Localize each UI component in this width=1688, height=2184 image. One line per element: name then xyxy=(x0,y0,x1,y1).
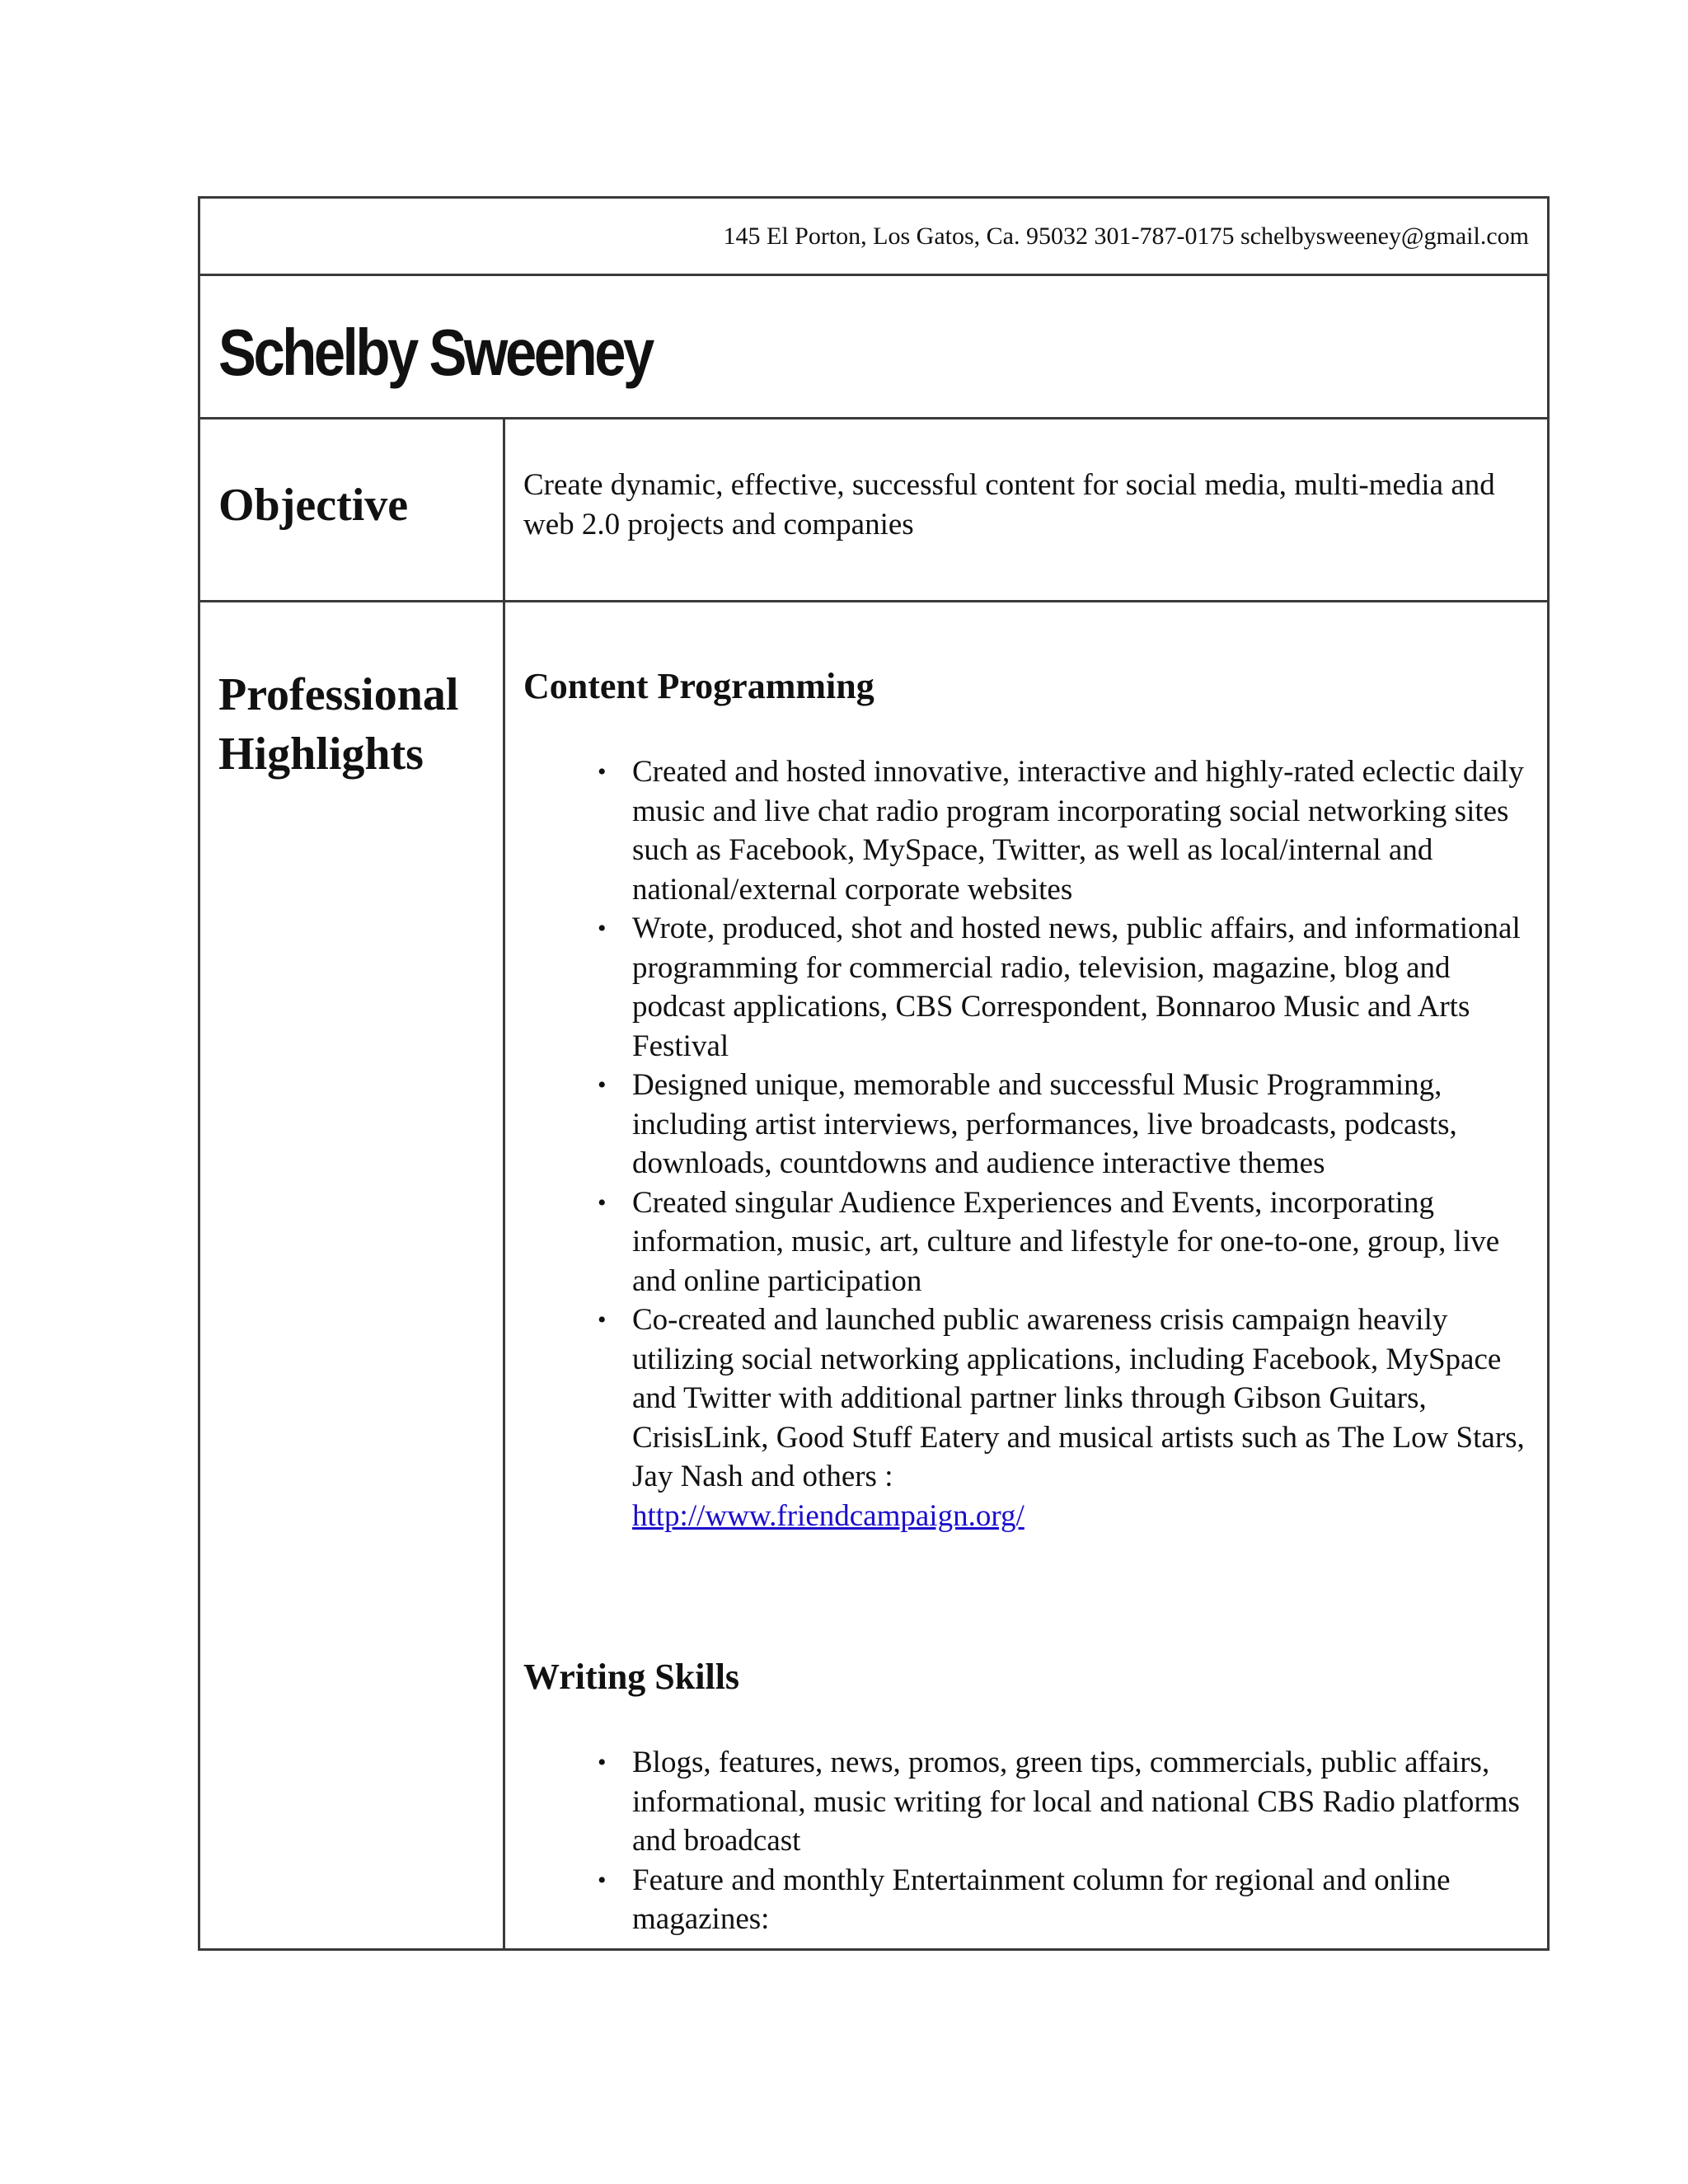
highlights-label xyxy=(218,665,503,784)
list-item xyxy=(598,752,1531,909)
content-programming-heading: Content Programming xyxy=(523,666,874,706)
content-programming-list xyxy=(523,752,1531,1535)
list-item xyxy=(598,1183,1531,1301)
list-item xyxy=(598,1861,1531,1939)
list-item-text: Created singular Audience Experiences and Events, incorporating information, music, art, culture and lifestyle for one-to-one, group, live and online participation xyxy=(632,1185,1500,1298)
objective-content-cell xyxy=(505,419,1547,600)
writing-skills-heading: Writing Skills xyxy=(523,1657,740,1697)
highlights-content-cell xyxy=(505,602,1547,1948)
highlights-section xyxy=(200,602,1547,1948)
bullet-icon: • xyxy=(598,1749,607,1776)
resume-table xyxy=(198,196,1550,1951)
highlights-label-line1: Professional xyxy=(218,669,459,720)
objective-label-cell xyxy=(200,419,505,600)
contact-row xyxy=(200,199,1547,276)
list-item-text: Designed unique, memorable and successful Music Programming, including artist interviews, performances, live broadcasts, podcasts, downloads, countdowns and audience interactive themes xyxy=(632,1068,1457,1180)
list-item xyxy=(598,1743,1531,1861)
list-item-text: Created and hosted innovative, interactive and highly-rated eclectic daily music and live chat radio program incorporating social networking sites such as Facebook, MySpace, Twitter, as well as local/internal and national/external corporate websites xyxy=(632,755,1524,907)
bullet-icon: • xyxy=(598,1071,607,1099)
list-item-text: Blogs, features, news, promos, green tips, commercials, public affairs, informational, music writing for local and national CBS Radio platforms and broadcast xyxy=(632,1746,1520,1858)
list-item-text: Feature and monthly Entertainment column for regional and online magazines: xyxy=(632,1863,1451,1936)
bullet-icon: • xyxy=(598,758,607,785)
highlights-label-cell xyxy=(200,602,505,1948)
candidate-name: Schelby Sweeney xyxy=(218,315,652,389)
name-row xyxy=(200,276,1547,419)
objective-text: Create dynamic, effective, successful content for social media, multi-media and web 2.0 projects and companies xyxy=(523,468,1495,541)
friend-campaign-link[interactable]: http://www.friendcampaign.org/ xyxy=(632,1498,1025,1533)
bullet-icon: • xyxy=(598,1306,607,1333)
list-item-text: Co-created and launched public awareness crisis campaign heavily utilizing social networking applications, including Facebook, MySpace and Twitter with additional partner links through Gibson Guitars, CrisisLink, Good Stuff Eatery and musical artists such as The Low Stars, Jay Nash and others : xyxy=(632,1303,1525,1493)
writing-skills-list xyxy=(523,1743,1531,1939)
bullet-icon: • xyxy=(598,1188,607,1216)
list-item xyxy=(598,1066,1531,1183)
bullet-icon: • xyxy=(598,915,607,942)
objective-section xyxy=(200,419,1547,602)
list-item xyxy=(598,1301,1531,1535)
list-item-text: Wrote, produced, shot and hosted news, public affairs, and informational programming for commercial radio, television, magazine, blog and podcast applications, CBS Correspondent, Bonnaroo Music and Arts Festival xyxy=(632,912,1521,1063)
bullet-icon: • xyxy=(598,1866,607,1894)
list-item xyxy=(598,909,1531,1066)
highlights-label-line2: Highlights xyxy=(218,729,424,780)
objective-label: Objective xyxy=(218,480,409,531)
contact-info: 145 El Porton, Los Gatos, Ca. 95032 301-787-0175 schelbysweeney@gmail.com xyxy=(723,222,1529,250)
